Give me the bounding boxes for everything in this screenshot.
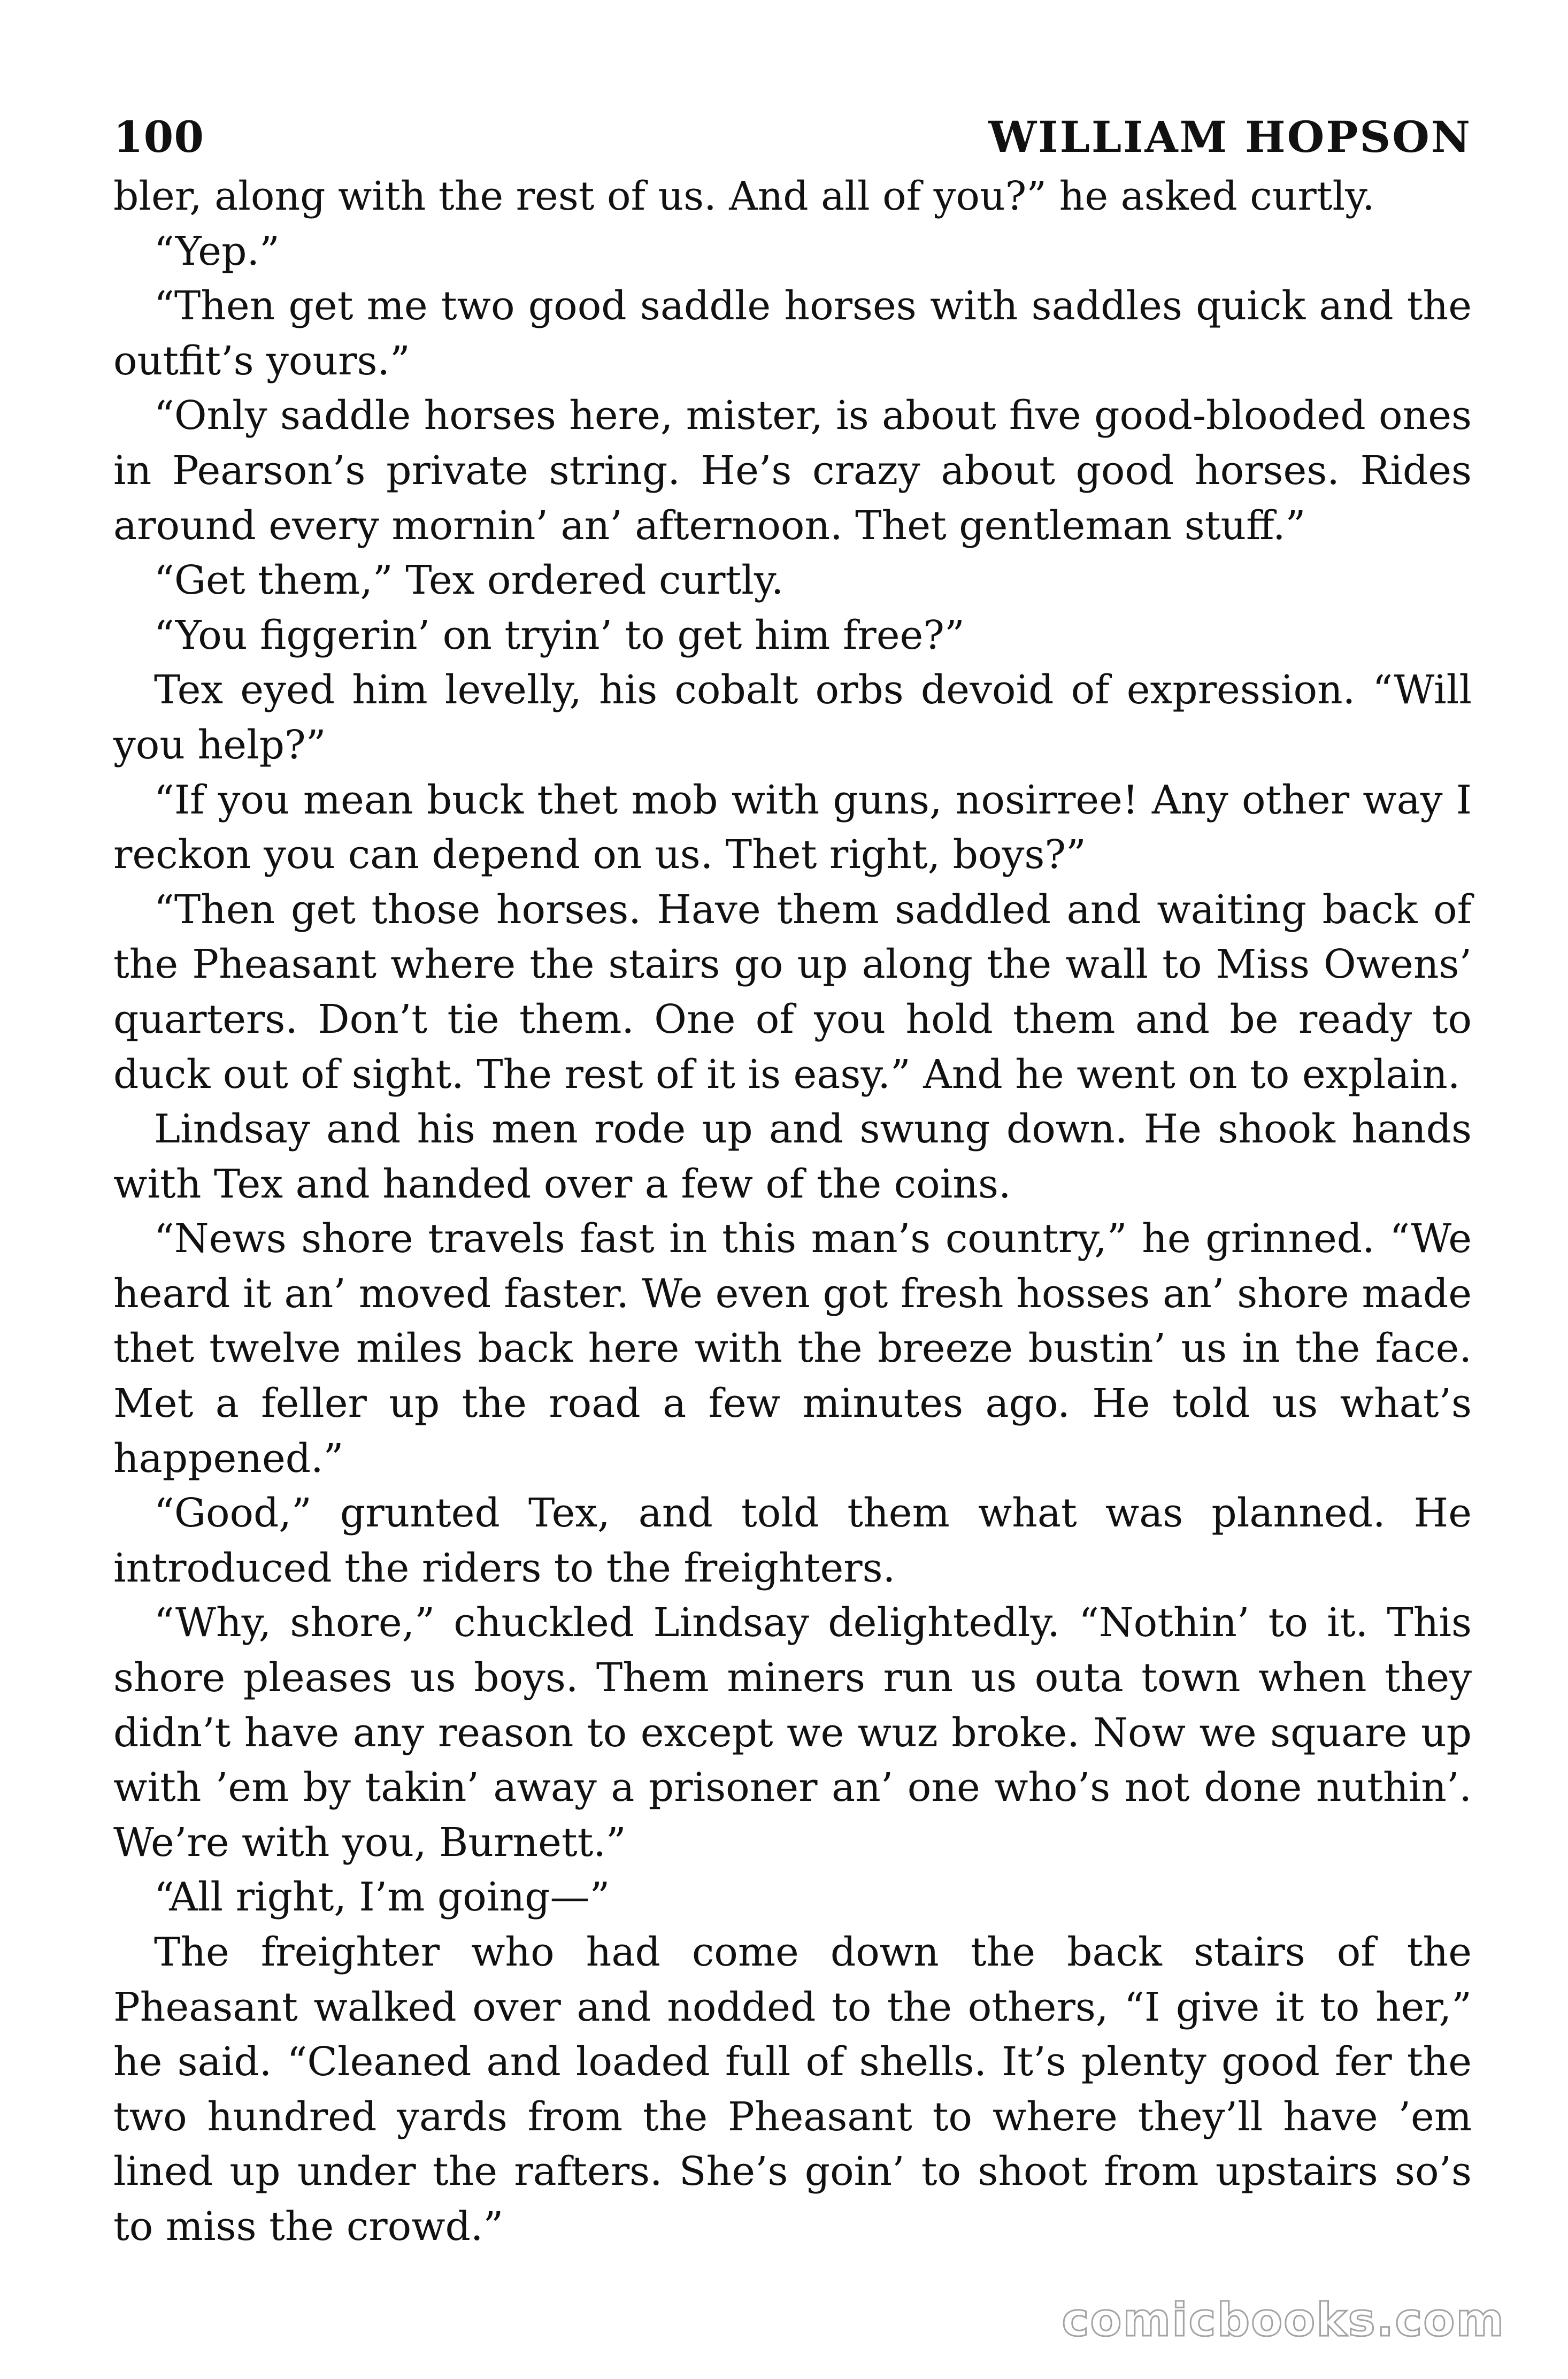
page-number: 100 [113, 112, 204, 162]
paragraph: “Only saddle horses here, mister, is about five good-blooded ones in Pearson’s private string. He’s crazy about good horses. Rides around every mornin’ an’ afternoon. Thet gentleman stuff.” [113, 393, 1472, 549]
paragraph: “You figgerin’ on tryin’ to get him free?” [154, 612, 965, 658]
body-text [113, 169, 1472, 2254]
paragraph: “Why, shore,” chuckled Lindsay delightedly. “Nothin’ to it. This shore pleases us boys. Them miners run us outa town when they didn’t have any reason to except we wuz broke. Now we square up with ’em by takin’ away a prisoner an’ one who’s not done nuthin’. We’re with you, Burnett.” [113, 1600, 1472, 1866]
paragraph: bler, along with the rest of us. And all of you?” he asked curtly. [113, 173, 1375, 219]
running-head [113, 107, 1472, 167]
paragraph: “All right, I’m going—” [154, 1874, 610, 1921]
paragraph: “Get them,” Tex ordered curtly. [154, 557, 784, 604]
paragraph: “Yep.” [154, 228, 280, 274]
paragraph: Tex eyed him levelly, his cobalt orbs devoid of expression. “Will you help?” [113, 667, 1472, 768]
paragraph: “If you mean buck thet mob with guns, nosirree! Any other way I reckon you can depend on us. Thet right, boys?” [113, 777, 1472, 878]
paragraph: “Good,” grunted Tex, and told them what was planned. He introduced the riders to the freighters. [113, 1490, 1472, 1591]
running-head-author: WILLIAM HOPSON [988, 112, 1472, 162]
paragraph: “News shore travels fast in this man’s country,” he grinned. “We heard it an’ moved faster. We even got fresh hosses an’ shore made thet twelve miles back here with the breeze bustin’ us in the face. Met a feller up the road a few minutes ago. He told us what’s happened.” [113, 1216, 1472, 1482]
paragraph: “Then get me two good saddle horses with saddles quick and the outfit’s yours.” [113, 283, 1472, 384]
book-page [113, 107, 1472, 2254]
paragraph: Lindsay and his men rode up and swung down. He shook hands with Tex and handed over a few of the coins. [113, 1106, 1472, 1207]
paragraph: The freighter who had come down the back stairs of the Pheasant walked over and nodded to the others, “I give it to her,” he said. “Cleaned and loaded full of shells. It’s plenty good fer the two hundred yards from the Pheasant to where they’ll have ’em lined up under the rafters. She’s goin’ to shoot from upstairs so’s to miss the crowd.” [113, 1929, 1472, 2250]
paragraph: “Then get those horses. Have them saddled and waiting back of the Pheasant where the stairs go up along the wall to Miss Owens’ quarters. Don’t tie them. One of you hold them and be ready to duck out of sight. The rest of it is easy.” And he went on to explain. [113, 886, 1472, 1098]
watermark-logo: comicbooks.com [1062, 2293, 1505, 2347]
